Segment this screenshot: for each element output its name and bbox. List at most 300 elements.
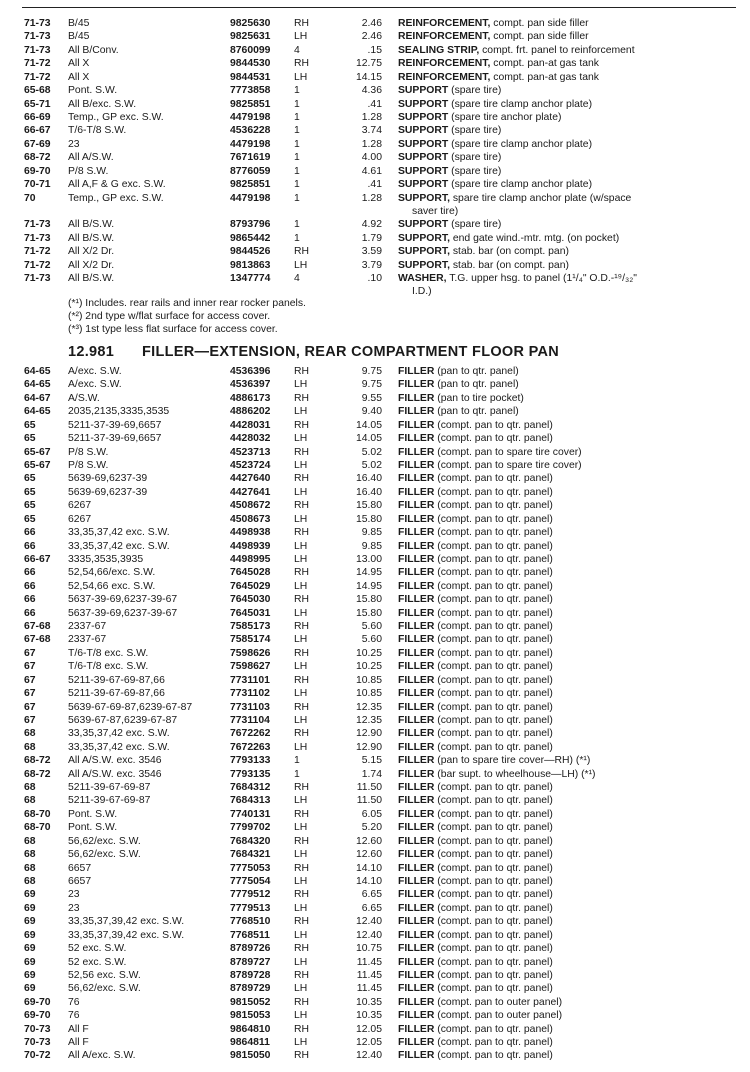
price-cell: 14.10 xyxy=(355,862,382,874)
year-cell: 65 xyxy=(24,486,36,498)
table-row xyxy=(0,151,750,164)
table-row xyxy=(0,674,750,687)
quantity-side-cell: LH xyxy=(294,661,308,673)
description-cell xyxy=(398,607,718,620)
model-cell: B/45 xyxy=(68,18,90,29)
description-cell xyxy=(398,124,718,137)
description-cell xyxy=(398,71,718,84)
part-detail: (compt. pan to qtr. panel) xyxy=(437,553,553,565)
price-cell: 3.74 xyxy=(361,125,382,137)
part-detail: compt. frt. panel to reinforcement xyxy=(482,44,635,56)
quantity-side-cell: LH xyxy=(294,513,308,525)
model-cell: All A/S.W. exc. 3546 xyxy=(68,755,162,767)
part-detail: (compt. pan to qtr. panel) xyxy=(437,580,553,592)
year-cell: 68 xyxy=(24,862,36,874)
quantity-side-cell: RH xyxy=(294,392,310,404)
quantity-side-cell: RH xyxy=(294,473,310,485)
price-cell: 5.60 xyxy=(361,634,382,646)
price-cell: 14.10 xyxy=(355,876,382,887)
part-number-cell: 7684313 xyxy=(230,795,271,807)
price-cell: 14.95 xyxy=(355,580,382,592)
part-number-cell: 9815050 xyxy=(230,1050,271,1062)
price-cell: 11.50 xyxy=(356,782,382,793)
year-cell: 69 xyxy=(24,983,36,995)
part-number-cell: 7671619 xyxy=(230,152,271,164)
price-cell: 12.90 xyxy=(355,728,382,740)
quantity-side-cell: RH xyxy=(294,567,310,579)
table-row xyxy=(0,660,750,673)
table-row xyxy=(0,419,750,432)
part-number-cell: 7645030 xyxy=(230,594,271,606)
part-detail: (pan to qtr. panel) xyxy=(437,379,519,391)
table-row xyxy=(0,124,750,137)
quantity-side-cell: RH xyxy=(294,835,310,847)
part-detail: (spare tire clamp anchor plate) xyxy=(451,98,593,110)
description-cell xyxy=(398,259,718,272)
table-row xyxy=(0,1023,750,1036)
quantity-side-cell: 1 xyxy=(294,111,300,123)
quantity-side-cell: 4 xyxy=(294,44,300,56)
part-detail: stab. bar (on compt. pan) xyxy=(452,246,569,258)
part-detail: (compt. pan to qtr. panel) xyxy=(437,1050,553,1062)
model-cell: 56,62/exc. S.W. xyxy=(68,849,141,861)
part-name: FILLER xyxy=(398,674,435,686)
model-cell: Pont. S.W. xyxy=(68,822,118,834)
quantity-side-cell: RH xyxy=(294,58,310,70)
table-row xyxy=(0,835,750,848)
price-cell: 1.79 xyxy=(361,232,382,244)
model-cell: 33,35,37,42 exc. S.W. xyxy=(68,741,170,753)
part-name: FILLER xyxy=(398,580,435,592)
price-cell: 15.80 xyxy=(355,594,382,606)
description-cell xyxy=(398,1036,718,1049)
description-cell xyxy=(398,982,718,995)
part-detail: (bar supt. to wheelhouse—LH) (*¹) xyxy=(437,768,596,780)
table-row xyxy=(0,714,750,727)
description-cell xyxy=(398,57,718,70)
price-cell: .15 xyxy=(367,44,382,56)
price-cell: 12.35 xyxy=(355,714,382,726)
part-detail: (compt. pan to qtr. panel) xyxy=(437,527,553,538)
price-cell: 12.05 xyxy=(355,1023,382,1035)
part-name: SUPPORT, xyxy=(398,192,450,204)
quantity-side-cell: LH xyxy=(294,929,308,941)
price-cell: 12.40 xyxy=(355,929,382,941)
model-cell: 33,35,37,42 exc. S.W. xyxy=(68,527,170,538)
part-detail: (compt. pan to qtr. panel) xyxy=(437,500,553,512)
year-cell: 67 xyxy=(24,688,36,700)
table-row xyxy=(0,245,750,258)
part-detail: (compt. pan to spare tire cover) xyxy=(437,446,582,458)
part-number-cell: 7598627 xyxy=(230,661,271,673)
part-detail: (compt. pan to qtr. panel) xyxy=(437,943,553,955)
year-cell: 65 xyxy=(24,500,36,512)
model-cell: All X/2 Dr. xyxy=(68,246,115,258)
year-cell: 66-67 xyxy=(24,553,51,565)
part-number-cell: 4498995 xyxy=(230,553,271,565)
part-number-cell: 7731102 xyxy=(230,688,270,700)
part-detail: (pan to tire pocket) xyxy=(437,392,524,404)
model-cell: 23 xyxy=(68,138,80,150)
part-name: FILLER xyxy=(398,634,435,646)
part-name: FILLER xyxy=(398,741,435,753)
part-number-cell: 7799702 xyxy=(230,822,271,834)
table-row xyxy=(0,259,750,272)
part-detail: spare tire clamp anchor plate (w/space xyxy=(452,192,632,204)
part-detail-continued: saver tire) xyxy=(412,205,459,217)
description-cell xyxy=(398,835,718,848)
year-cell: 64-65 xyxy=(24,406,51,418)
year-cell: 66-67 xyxy=(24,125,51,137)
model-cell: P/8 S.W. xyxy=(68,165,109,177)
part-name: FILLER xyxy=(398,607,435,619)
part-number-cell: 4498938 xyxy=(230,527,271,538)
quantity-side-cell: 1 xyxy=(294,768,300,780)
year-cell: 65 xyxy=(24,419,36,431)
table-row xyxy=(0,566,750,579)
price-cell: 1.28 xyxy=(361,138,382,150)
quantity-side-cell: LH xyxy=(294,714,308,726)
part-name: FILLER xyxy=(398,446,435,458)
year-cell: 68 xyxy=(24,795,36,807)
part-name: REINFORCEMENT, xyxy=(398,31,491,43)
model-cell: 5639-67-87,6239-67-87 xyxy=(68,714,178,726)
part-name: SUPPORT xyxy=(398,165,449,177)
table-row xyxy=(0,446,750,459)
part-detail: (compt. pan to qtr. panel) xyxy=(437,473,553,485)
price-cell: .41 xyxy=(367,98,382,110)
description-cell xyxy=(398,701,718,714)
part-detail: (compt. pan to qtr. panel) xyxy=(437,728,553,740)
year-cell: 67-68 xyxy=(24,621,51,632)
model-cell: All A/S.W. xyxy=(68,152,114,164)
part-name: FILLER xyxy=(398,540,435,552)
table-row xyxy=(0,232,750,245)
price-cell: 5.02 xyxy=(361,446,382,458)
part-name: FILLER xyxy=(398,943,435,955)
part-number-cell: 7645031 xyxy=(230,607,271,619)
table-row xyxy=(0,593,750,606)
quantity-side-cell: LH xyxy=(294,795,308,807)
quantity-side-cell: LH xyxy=(294,688,308,700)
year-cell: 68-70 xyxy=(24,808,51,820)
part-number-cell: 4536228 xyxy=(230,125,271,137)
part-number-cell: 4479198 xyxy=(230,111,271,123)
quantity-side-cell: RH xyxy=(294,527,310,538)
price-cell: .10 xyxy=(367,273,382,284)
part-detail: (compt. pan to qtr. panel) xyxy=(437,513,553,525)
part-detail: (compt. pan to qtr. panel) xyxy=(437,849,553,861)
price-cell: 5.60 xyxy=(361,621,382,632)
part-name: SUPPORT, xyxy=(398,246,450,258)
year-cell: 65 xyxy=(24,433,36,445)
part-detail: stab. bar (on compt. pan) xyxy=(452,259,569,271)
quantity-side-cell: LH xyxy=(294,1010,308,1022)
description-cell xyxy=(398,875,718,888)
year-cell: 71-73 xyxy=(24,232,51,244)
part-number-cell: 1347774 xyxy=(230,273,271,284)
price-cell: 4.00 xyxy=(361,152,382,164)
model-cell: 33,35,37,42 exc. S.W. xyxy=(68,540,170,552)
year-cell: 71-72 xyxy=(24,71,51,83)
part-name: FILLER xyxy=(398,1010,435,1022)
year-cell: 69 xyxy=(24,916,36,928)
table-row xyxy=(0,272,750,285)
table-row xyxy=(0,44,750,57)
quantity-side-cell: LH xyxy=(294,31,308,43)
model-cell: All B/exc. S.W. xyxy=(68,98,137,110)
quantity-side-cell: 1 xyxy=(294,85,300,97)
model-cell: A/S.W. xyxy=(68,392,100,404)
model-cell: 33,35,37,42 exc. S.W. xyxy=(68,728,170,740)
part-detail: (compt. pan to qtr. panel) xyxy=(437,688,553,700)
part-number-cell: 7740131 xyxy=(230,808,271,820)
part-number-cell: 9825851 xyxy=(230,98,271,110)
year-cell: 71-73 xyxy=(24,31,51,43)
part-name: FILLER xyxy=(398,808,435,820)
price-cell: 1.28 xyxy=(361,192,382,204)
description-cell xyxy=(398,647,718,660)
part-number-cell: 7773858 xyxy=(230,85,271,97)
quantity-side-cell: RH xyxy=(294,246,310,258)
description-cell xyxy=(398,781,718,794)
price-cell: 10.85 xyxy=(355,688,382,700)
part-name: FILLER xyxy=(398,876,435,887)
table-row xyxy=(0,17,750,30)
part-name: FILLER xyxy=(398,795,435,807)
table-row xyxy=(0,513,750,526)
description-cell xyxy=(398,1009,718,1022)
part-detail: (spare tire anchor plate) xyxy=(451,111,562,123)
part-detail: (compt. pan to qtr. panel) xyxy=(437,433,553,445)
year-cell: 69-70 xyxy=(24,1010,51,1022)
price-cell: 4.36 xyxy=(361,85,382,97)
model-cell: 76 xyxy=(68,996,80,1008)
table-row xyxy=(0,754,750,767)
part-name: SUPPORT xyxy=(398,98,449,110)
part-name: FILLER xyxy=(398,1050,435,1062)
part-name: SUPPORT xyxy=(398,125,449,137)
description-cell xyxy=(398,848,718,861)
part-detail: T.G. upper hsg. to panel (1¹/₄" O.D.-¹⁹/₃₂" xyxy=(449,273,637,284)
model-cell: 33,35,37,39,42 exc. S.W. xyxy=(68,916,185,928)
model-cell: 5639-69,6237-39 xyxy=(68,486,148,498)
part-name: FILLER xyxy=(398,366,435,377)
price-cell: 14.05 xyxy=(355,433,382,445)
quantity-side-cell: RH xyxy=(294,500,310,512)
part-detail: (compt. pan to qtr. panel) xyxy=(437,567,553,579)
description-cell xyxy=(398,486,718,499)
quantity-side-cell: LH xyxy=(294,71,308,83)
part-number-cell: 8776059 xyxy=(230,165,271,177)
model-cell: All X xyxy=(68,58,90,70)
price-cell: 10.25 xyxy=(355,661,382,673)
table-row xyxy=(0,781,750,794)
price-cell: 5.20 xyxy=(361,822,382,834)
part-name: SUPPORT xyxy=(398,85,449,97)
description-cell xyxy=(398,821,718,834)
quantity-side-cell: 1 xyxy=(294,192,300,204)
year-cell: 69-70 xyxy=(24,996,51,1008)
description-cell xyxy=(398,513,718,526)
price-cell: 4.61 xyxy=(361,165,382,177)
description-cell xyxy=(398,526,718,539)
quantity-side-cell: RH xyxy=(294,782,310,793)
model-cell: 52 exc. S.W. xyxy=(68,956,127,968)
part-name: FILLER xyxy=(398,849,435,861)
price-cell: 9.40 xyxy=(361,406,382,418)
year-cell: 65-67 xyxy=(24,446,51,458)
model-cell: 6657 xyxy=(68,876,92,887)
part-detail: (compt. pan to qtr. panel) xyxy=(437,621,553,632)
description-cell xyxy=(398,378,718,391)
part-detail: (compt. pan to qtr. panel) xyxy=(437,929,553,941)
model-cell: 6267 xyxy=(68,500,92,512)
description-cell xyxy=(398,754,718,767)
year-cell: 66 xyxy=(24,607,36,619)
table-row xyxy=(0,526,750,539)
part-number-cell: 7585173 xyxy=(230,621,271,632)
part-number-cell: 7779513 xyxy=(230,902,271,914)
part-name: SEALING STRIP, xyxy=(398,44,480,56)
quantity-side-cell: RH xyxy=(294,862,310,874)
quantity-side-cell: RH xyxy=(294,943,310,955)
model-cell: 5211-39-67-69-87 xyxy=(68,782,151,793)
year-cell: 69 xyxy=(24,956,36,968)
table-row xyxy=(0,902,750,915)
price-cell: 6.65 xyxy=(361,902,382,914)
year-cell: 67-68 xyxy=(24,634,51,646)
part-name: FILLER xyxy=(398,768,435,780)
model-cell: All B/S.W. xyxy=(68,232,115,244)
footnote: (*²) 2nd type w/flat surface for access cover. xyxy=(68,311,271,322)
part-detail: (compt. pan to qtr. panel) xyxy=(437,822,553,834)
model-cell: 5211-39-67-69-87,66 xyxy=(68,674,165,686)
part-name: REINFORCEMENT, xyxy=(398,58,491,70)
quantity-side-cell: RH xyxy=(294,808,310,820)
price-cell: 12.40 xyxy=(355,916,382,928)
part-name: FILLER xyxy=(398,406,435,418)
part-number-cell: 4479198 xyxy=(230,192,271,204)
part-name: REINFORCEMENT, xyxy=(398,18,491,29)
quantity-side-cell: RH xyxy=(294,1023,310,1035)
part-detail: (compt. pan to qtr. panel) xyxy=(437,862,553,874)
part-number-cell: 9864811 xyxy=(230,1037,270,1048)
table-row xyxy=(0,768,750,781)
model-cell: 5637-39-69,6237-39-67 xyxy=(68,594,178,606)
part-detail: (spare tire) xyxy=(451,219,502,231)
table-row xyxy=(0,486,750,499)
model-cell: All B/S.W. xyxy=(68,219,115,231)
part-name: FILLER xyxy=(398,688,435,700)
table-row xyxy=(0,915,750,928)
part-number-cell: 4523724 xyxy=(230,459,271,471)
description-cell xyxy=(398,714,718,727)
table-row xyxy=(0,647,750,660)
model-cell: All B/S.W. xyxy=(68,273,115,284)
table-row xyxy=(0,727,750,740)
price-cell: 6.05 xyxy=(361,808,382,820)
description-cell xyxy=(398,499,718,512)
year-cell: 65-71 xyxy=(24,98,51,110)
model-cell: All B/Conv. xyxy=(68,44,119,56)
table-row xyxy=(0,687,750,700)
part-detail: (compt. pan to qtr. panel) xyxy=(437,419,553,431)
description-cell xyxy=(398,620,718,633)
price-cell: 15.80 xyxy=(355,513,382,525)
model-cell: 52,56 exc. S.W. xyxy=(68,969,141,981)
part-detail: (pan to qtr. panel) xyxy=(437,406,519,418)
quantity-side-cell: RH xyxy=(294,728,310,740)
part-name: FILLER xyxy=(398,459,435,471)
part-name: SUPPORT, xyxy=(398,259,450,271)
part-number-cell: 8789729 xyxy=(230,983,271,995)
part-number-cell: 7672262 xyxy=(230,728,271,740)
part-detail: (compt. pan to qtr. panel) xyxy=(437,1023,553,1035)
part-name: FILLER xyxy=(398,889,435,901)
table-row xyxy=(0,794,750,807)
part-name: FILLER xyxy=(398,862,435,874)
table-row xyxy=(0,540,750,553)
price-cell: 1.74 xyxy=(361,768,382,780)
year-cell: 68 xyxy=(24,835,36,847)
quantity-side-cell: 1 xyxy=(294,138,300,150)
part-detail: (spare tire clamp anchor plate) xyxy=(451,179,593,190)
price-cell: 15.80 xyxy=(355,500,382,512)
price-cell: 14.95 xyxy=(355,567,382,579)
description-cell xyxy=(398,459,718,472)
year-cell: 71-73 xyxy=(24,44,51,56)
part-name: FILLER xyxy=(398,835,435,847)
description-cell xyxy=(398,178,718,191)
part-detail: (pan to qtr. panel) xyxy=(437,366,519,377)
part-name: FILLER xyxy=(398,433,435,445)
model-cell: 2337-67 xyxy=(68,621,107,632)
table-row xyxy=(0,862,750,875)
quantity-side-cell: RH xyxy=(294,889,310,901)
description-cell xyxy=(398,902,718,915)
description-cell xyxy=(398,633,718,646)
part-name: SUPPORT xyxy=(398,179,449,190)
year-cell: 68 xyxy=(24,741,36,753)
price-cell: 12.90 xyxy=(355,741,382,753)
model-cell: 5211-37-39-69,6657 xyxy=(68,433,162,445)
part-number-cell: 7598626 xyxy=(230,647,271,659)
part-number-cell: 8789727 xyxy=(230,956,271,968)
model-cell: 6267 xyxy=(68,513,92,525)
model-cell: 52 exc. S.W. xyxy=(68,943,127,955)
part-name: FILLER xyxy=(398,755,435,767)
model-cell: 5639-69,6237-39 xyxy=(68,473,148,485)
part-number-cell: 7731103 xyxy=(230,701,270,713)
description-cell xyxy=(398,687,718,700)
quantity-side-cell: LH xyxy=(294,406,308,418)
part-detail: (compt. pan to qtr. panel) xyxy=(437,889,553,901)
year-cell: 70-73 xyxy=(24,1023,51,1035)
model-cell: All A/S.W. exc. 3546 xyxy=(68,768,162,780)
price-cell: 5.15 xyxy=(361,755,382,767)
description-cell xyxy=(398,741,718,754)
description-cell xyxy=(398,956,718,969)
part-number-cell: 9825851 xyxy=(230,179,271,190)
part-number-cell: 7645029 xyxy=(230,580,271,592)
model-cell: 23 xyxy=(68,902,80,914)
description-cell xyxy=(398,969,718,982)
part-number-cell: 7684320 xyxy=(230,835,271,847)
year-cell: 71-72 xyxy=(24,259,51,271)
description-cell xyxy=(398,727,718,740)
quantity-side-cell: RH xyxy=(294,621,310,632)
